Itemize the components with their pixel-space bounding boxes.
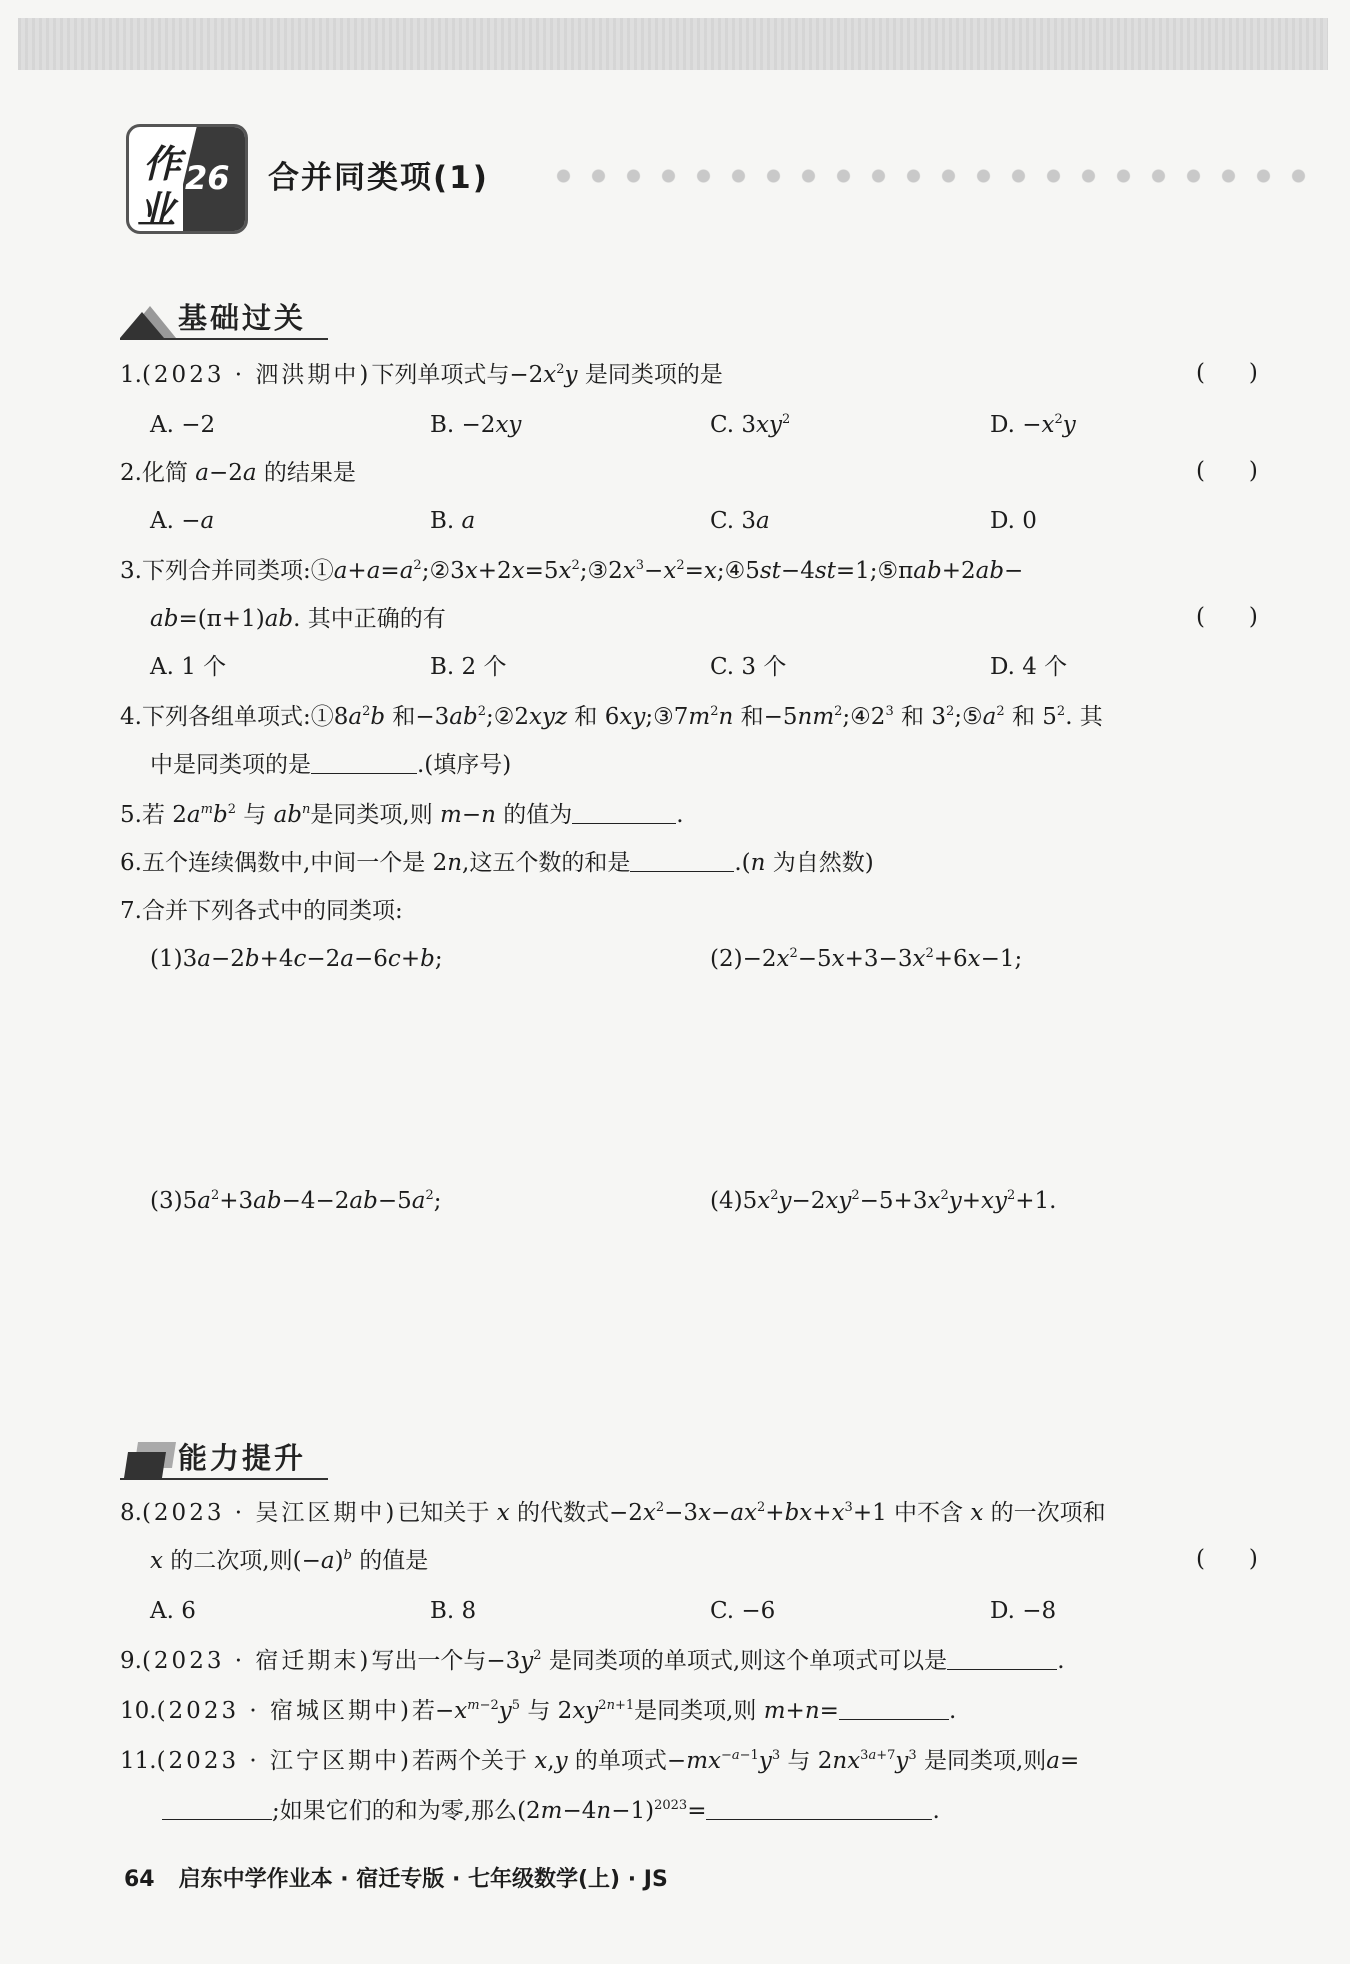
q8-option-d: D. −8 — [990, 1598, 1057, 1624]
answer-blank-q5[interactable] — [572, 801, 676, 824]
title-dot-divider — [546, 166, 1326, 186]
scan-top-band — [18, 18, 1328, 70]
q7-part-2: $(2)-2x^2-5x+3-3x^2+6x-1$; — [710, 946, 1023, 972]
q8-option-a: A. 6 — [150, 1598, 196, 1624]
badge-top-char: 作 — [143, 142, 182, 186]
question-8: 8.(2023 · 吴江区期中)已知关于 x 的代数式$-2x^2-3x-ax^2+bx+x^3+1$ 中不含 x 的一次项和 — [120, 1500, 1106, 1526]
q3-option-b: B. 2 个 — [430, 654, 507, 680]
q8-option-b: B. 8 — [430, 1598, 477, 1624]
answer-parens-q2[interactable]: ( ) — [1196, 458, 1258, 484]
q3-option-c: C. 3 个 — [710, 654, 787, 680]
badge-bottom-char: 业 — [137, 188, 176, 232]
question-2: 2.化简 a−2a 的结果是 — [120, 460, 356, 486]
question-3: 3.下列合并同类项$:①a+a=a^2;②3x+2x=5x^2;③2x^3-x^2=x;④5st-4st=1;⑤\pi ab+2ab-$ — [120, 558, 1024, 584]
assignment-badge — [126, 124, 248, 234]
page-title: 合并同类项(1) — [268, 160, 489, 196]
q2-option-c: C. 3a — [710, 508, 770, 534]
book-title: 启东中学作业本 · 宿迁专版 · 七年级数学(上) · JS — [178, 1867, 668, 1892]
q1-option-b: B. −2xy — [430, 412, 522, 438]
q1-option-a: A. −2 — [150, 412, 216, 438]
question-7: 7.合并下列各式中的同类项: — [120, 898, 403, 924]
triangle-stack-icon — [120, 298, 184, 338]
answer-blank-q10[interactable] — [839, 1697, 949, 1720]
q2-option-d: D. 0 — [990, 508, 1037, 534]
section-header-basic — [120, 296, 330, 342]
page-footer — [124, 1862, 668, 1893]
q3-option-a: A. 1 个 — [150, 654, 227, 680]
answer-blank-q6[interactable] — [630, 849, 734, 872]
q7-part-4: $(4)5x^2y-2xy^2-5+3x^2y+xy^2+1$. — [710, 1188, 1057, 1214]
section-header-advanced — [120, 1436, 330, 1482]
answer-blank-q4[interactable] — [311, 751, 417, 774]
question-1: 1.(2023 · 泗洪期中)下列单项式与$-2x^2y$ 是同类项的是 — [120, 362, 723, 388]
question-4-line-2: 中是同类项的是 .(填序号) — [150, 752, 512, 778]
question-10: 10.(2023 · 宿城区期中)若$-x^{m-2}y^5$ 与 $2xy^{2n+1}$是同类项,则 m+n= . — [120, 1698, 957, 1724]
section-underline — [120, 1478, 328, 1480]
answer-parens-q8[interactable]: ( ) — [1196, 1546, 1258, 1572]
q7-part-1: (1)3a−2b+4c−2a−6c+b; — [150, 946, 443, 972]
badge-number: 26 — [185, 159, 230, 197]
section-label: 基础过关 — [178, 301, 307, 335]
question-4: 4.下列各组单项式$:①8a^2b$ 和$-3ab^2;②2xyz$ 和 $6xy;③7m^2n$ 和$-5nm^2;④2^3$ 和 $3^2;⑤a^2$ 和 $5^2$. 其 — [120, 704, 1103, 730]
question-11: 11.(2023 · 江宁区期中)若两个关于 x,y 的单项式$-mx^{-a-1}y^3$ 与 $2nx^{3a+7}y^3$ 是同类项,则a= — [120, 1748, 1080, 1774]
section-label: 能力提升 — [178, 1441, 307, 1475]
answer-parens-q1[interactable]: ( ) — [1196, 360, 1258, 386]
question-6: 6.五个连续偶数中,中间一个是 2n,这五个数的和是 .(n 为自然数) — [120, 850, 874, 876]
answer-parens-q3[interactable]: ( ) — [1196, 604, 1258, 630]
answer-blank-q11-b[interactable] — [706, 1797, 932, 1820]
question-9: 9.(2023 · 宿迁期末)写出一个与$-3y^2$ 是同类项的单项式,则这个单项式可以是 . — [120, 1648, 1065, 1674]
answer-blank-q11-a[interactable] — [162, 1797, 272, 1820]
q1-option-c: C. $3xy^2$ — [710, 412, 791, 438]
q2-option-a: A. −a — [150, 508, 215, 534]
answer-blank-q9[interactable] — [947, 1647, 1057, 1670]
q3-option-d: D. 4 个 — [990, 654, 1068, 680]
q2-option-b: B. a — [430, 508, 476, 534]
stacked-blocks-icon — [120, 1438, 184, 1478]
question-11-line-2: ;如果它们的和为零,那么$(2m-4n-1)^{2023}=$ . — [162, 1796, 940, 1826]
q7-part-3: $(3)5a^2+3ab-4-2ab-5a^2$; — [150, 1188, 442, 1214]
q8-option-c: C. −6 — [710, 1598, 776, 1624]
section-underline — [120, 338, 328, 340]
q1-option-d: D. $-x^2y$ — [990, 412, 1076, 438]
question-3-line-2: ab=(π+1)ab. 其中正确的有 — [150, 606, 446, 632]
question-5: 5.若 $2a^mb^2$ 与 $ab^n$是同类项,则 m−n 的值为 . — [120, 802, 684, 828]
page-number: 64 — [124, 1867, 155, 1892]
question-8-line-2: x 的二次项,则$(-a)^b$ 的值是 — [150, 1548, 429, 1574]
